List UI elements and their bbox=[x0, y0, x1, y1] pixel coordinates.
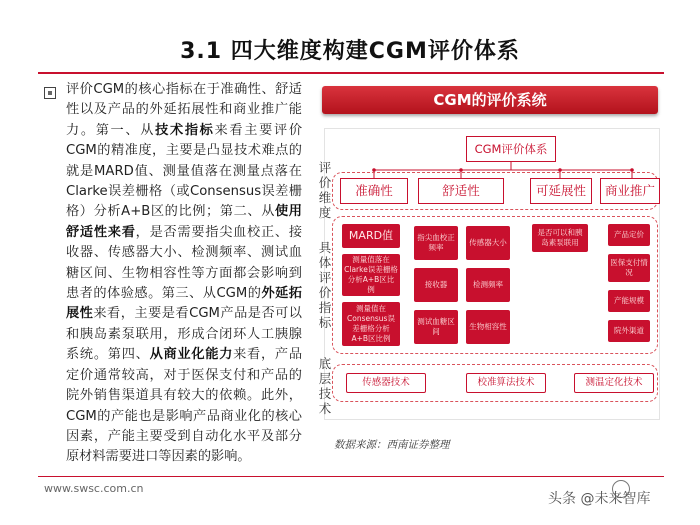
item-comfort-receiver: 接收器 bbox=[414, 268, 458, 302]
body-text-5: 来看，产品定价通常较高，对于医保支付和产品的院外销售渠道具有较大的依赖。此外，CGM的产能也是影响产品商业化的核心因素，产能主要受到自动化水平及部分原材料需要进口等因素的影响。 bbox=[66, 347, 303, 465]
category-commerce: 商业推广 bbox=[600, 178, 660, 204]
item-commerce-insurance: 医保支付情况 bbox=[608, 254, 650, 282]
item-commerce-price: 产品定价 bbox=[608, 224, 650, 246]
item-accuracy-clarke: 测量值落在Clarke误差栅格分析A+B区比例 bbox=[342, 254, 400, 296]
item-ext-pump: 是否可以和胰岛素泵联用 bbox=[532, 224, 588, 252]
category-comfort: 舒适性 bbox=[418, 178, 504, 204]
item-comfort-biocompat: 生物相容性 bbox=[466, 310, 510, 344]
item-comfort-calibration: 指尖血校正频率 bbox=[414, 226, 458, 260]
category-ext: 可延展性 bbox=[530, 178, 592, 204]
footer-url[interactable]: www.swsc.com.cn bbox=[44, 482, 144, 495]
footer-divider bbox=[38, 476, 664, 477]
body-text-1: 评价CGM的核心指标在于准确性、舒适性以及产品的外延拓展性和商业推广能力。第一、从 bbox=[66, 82, 302, 138]
item-commerce-capacity: 产能规模 bbox=[608, 290, 650, 312]
item-commerce-channel: 院外渠道 bbox=[608, 320, 650, 342]
body-bold-commerce: 从商业化能力 bbox=[149, 347, 234, 363]
diagram-banner: CGM的评价系统 bbox=[322, 86, 658, 114]
axis-label-indicators: 具体评价指标 bbox=[318, 240, 332, 330]
body-text-2: 来看主要评价CGM的精准度，主要是凸显技术难点的就是MARD值、测量值落在测量点落在Clarke误差栅格（或Consensus误差栅格）分析A+B区的比例；第二、从 bbox=[66, 122, 303, 220]
watermark-text: 头条 @未来智库 bbox=[548, 491, 651, 507]
body-bold-tech: 技术指标 bbox=[155, 122, 215, 138]
item-comfort-range: 测试血糖区间 bbox=[414, 310, 458, 344]
tech-temperature: 测温定化技术 bbox=[574, 373, 654, 393]
axis-label-dimension: 评价维度 bbox=[318, 160, 332, 220]
tech-sensor: 传感器技术 bbox=[346, 373, 426, 393]
item-accuracy-mard: MARD值 bbox=[342, 224, 400, 248]
item-comfort-sensor-size: 传感器大小 bbox=[466, 226, 510, 260]
body-text-3: ，是否需要指尖血校正、接收器、传感器大小、检测频率、测试血糖区间、生物相容性等方面都会影响到患者的体验感。第三、从CGM的 bbox=[66, 224, 303, 302]
item-accuracy-consensus: 测量值在Consensus误差栅格分析A+B区比例 bbox=[342, 302, 400, 346]
body-bold-ext: 外延拓展性 bbox=[66, 286, 302, 322]
axis-label-tech: 底层技术 bbox=[318, 356, 332, 416]
tech-calibration: 校准算法技术 bbox=[466, 373, 546, 393]
category-accuracy: 准确性 bbox=[340, 178, 408, 204]
source-note: 数据来源：西南证券整理 bbox=[334, 439, 450, 451]
item-comfort-frequency: 检测频率 bbox=[466, 268, 510, 302]
root-box: CGM评价体系 bbox=[466, 136, 556, 162]
body-text-4: 来看，主要是看CGM产品是否可以和胰岛素泵联用，形成合闭环人工胰腺系统。第四、 bbox=[66, 306, 302, 363]
body-bold-comfort: 使用舒适性来看 bbox=[66, 204, 302, 240]
page-title: 3.1 四大维度构建CGM评价体系 bbox=[180, 39, 520, 64]
